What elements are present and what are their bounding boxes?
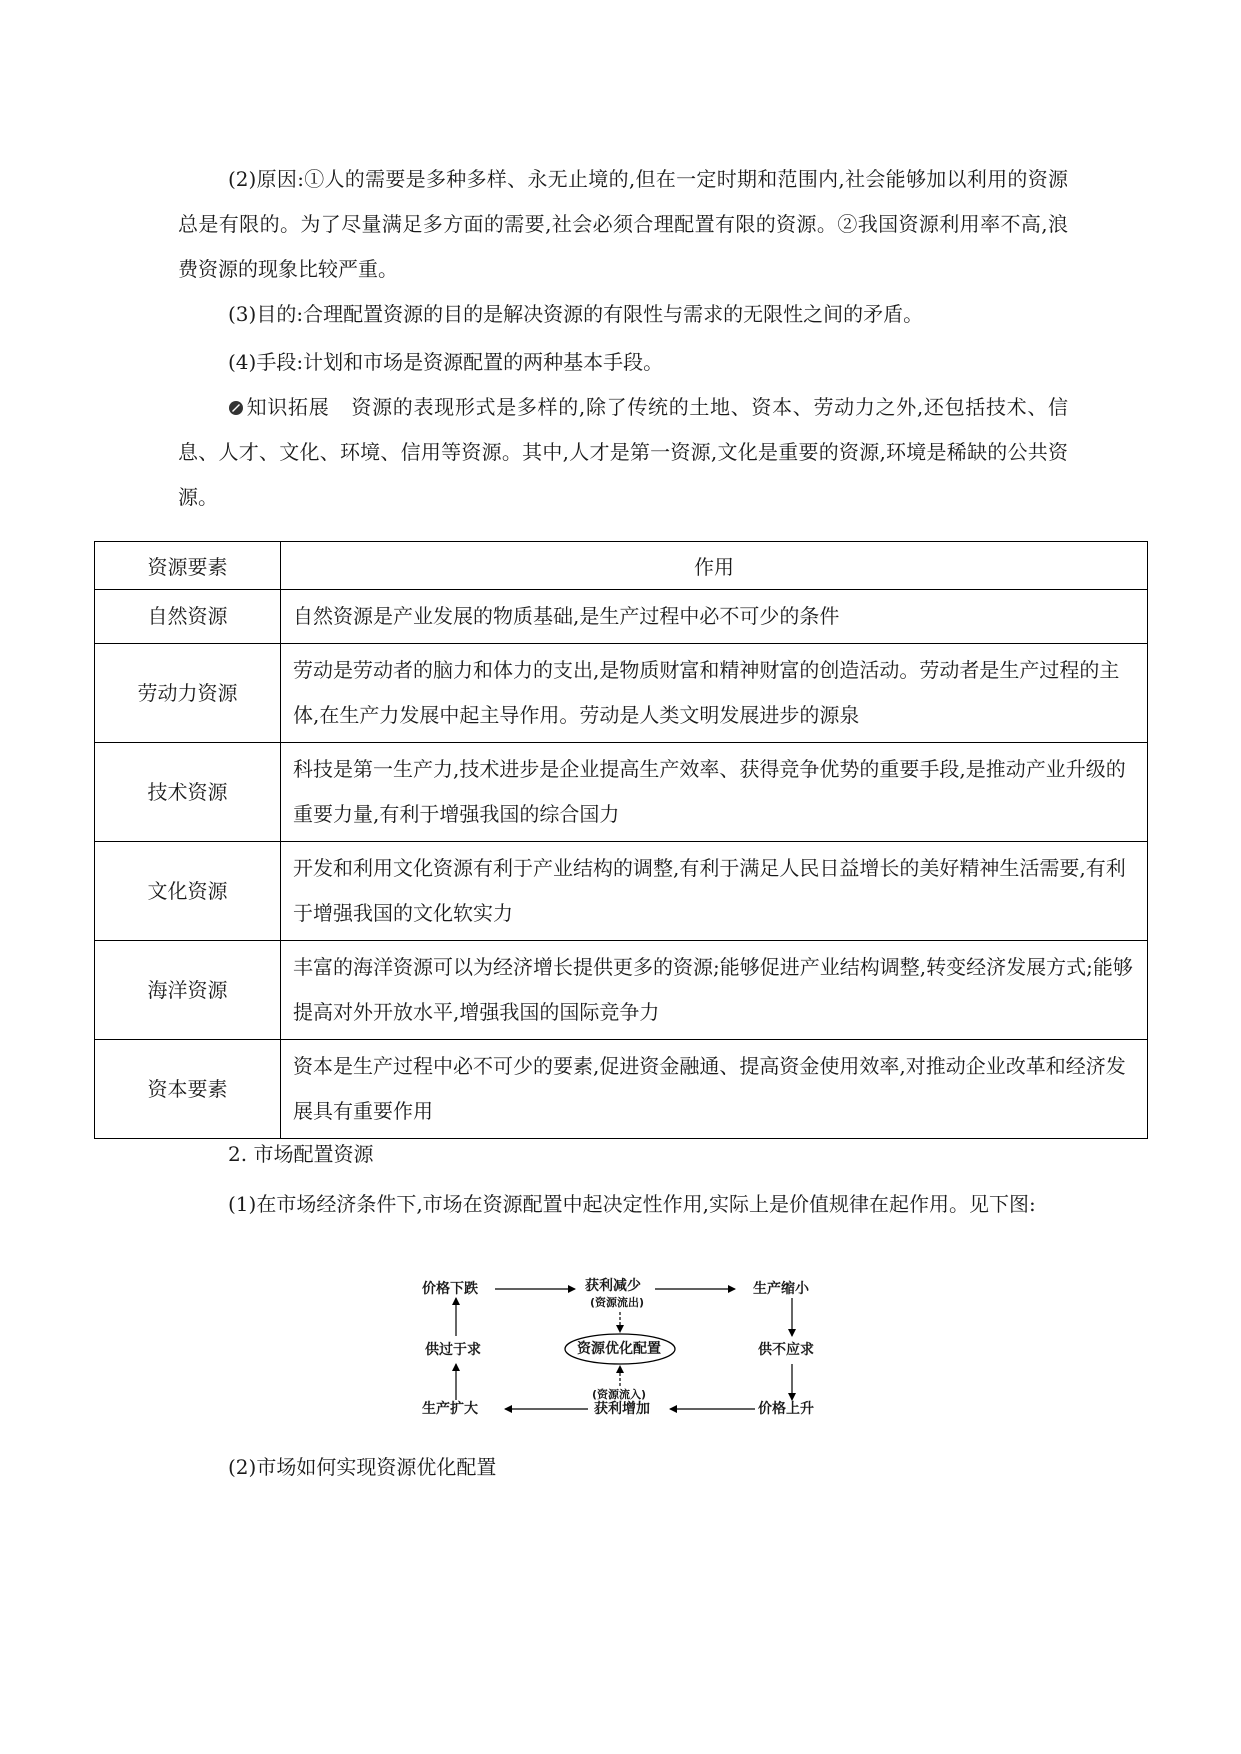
extension-icon xyxy=(228,400,244,416)
table-value-cell: 劳动是劳动者的脑力和体力的支出,是物质财富和精神财富的创造活动。劳动者是生产过程的主体,在生产力发展中起主导作用。劳动是人类文明发展进步的源泉 xyxy=(281,644,1148,743)
table-value-cell: 自然资源是产业发展的物质基础,是生产过程中必不可少的条件 xyxy=(281,590,1148,644)
node-price-down: 价格下跌 xyxy=(422,1281,478,1297)
table-row xyxy=(95,1040,1148,1139)
table-header-row xyxy=(95,542,1148,590)
node-production-expand: 生产扩大 xyxy=(422,1401,478,1417)
node-production-shrink: 生产缩小 xyxy=(753,1281,809,1297)
resource-table xyxy=(94,541,1148,1139)
table-key-cell: 资本要素 xyxy=(95,1040,281,1139)
node-shortage: 供不应求 xyxy=(758,1342,814,1358)
note-resource-outflow: (资源流出) xyxy=(590,1296,645,1309)
table-row xyxy=(95,941,1148,1040)
reason-paragraph: (2)原因:①人的需要是多种多样、永无止境的,但在一定时期和范围内,社会能够加以利用的资源总是有限的。为了尽量满足多方面的需要,社会必须合理配置有限的资源。②我国资源利用率不高,浪费资源的现象比较严重。 xyxy=(178,167,1068,281)
extension-title: 知识拓展 xyxy=(246,395,330,419)
table-value-cell: 开发和利用文化资源有利于产业结构的调整,有利于满足人民日益增长的美好精神生活需要,有利于增强我国的文化软实力 xyxy=(281,842,1148,941)
purpose-paragraph: (3)目的:合理配置资源的目的是解决资源的有限性与需求的无限性之间的矛盾。 xyxy=(228,302,924,326)
table-header-cell: 作用 xyxy=(281,542,1148,590)
table-row xyxy=(95,644,1148,743)
knowledge-extension xyxy=(178,385,1068,520)
market-paragraph: (1)在市场经济条件下,市场在资源配置中起决定性作用,实际上是价值规律在起作用。见下图: xyxy=(228,1192,1036,1216)
table-key-cell: 劳动力资源 xyxy=(95,644,281,743)
table-value-cell: 科技是第一生产力,技术进步是企业提高生产效率、获得竞争优势的重要手段,是推动产业升级的重要力量,有利于增强我国的综合国力 xyxy=(281,743,1148,842)
node-profit-up: 获利增加 xyxy=(594,1401,650,1417)
section-heading: 2. 市场配置资源 xyxy=(228,1142,374,1166)
table-value-cell: 资本是生产过程中必不可少的要素,促进资金融通、提高资金使用效率,对推动企业改革和经济发展具有重要作用 xyxy=(281,1040,1148,1139)
node-resource-optimization: 资源优化配置 xyxy=(577,1341,661,1357)
table-key-cell: 技术资源 xyxy=(95,743,281,842)
means-paragraph: (4)手段:计划和市场是资源配置的两种基本手段。 xyxy=(228,350,664,374)
node-profit-down: 获利减少 xyxy=(585,1278,641,1294)
table-row xyxy=(95,590,1148,644)
note-resource-inflow: (资源流入) xyxy=(592,1388,647,1401)
table-row xyxy=(95,743,1148,842)
how-market-paragraph: (2)市场如何实现资源优化配置 xyxy=(228,1455,497,1479)
table-row xyxy=(95,842,1148,941)
node-price-up: 价格上升 xyxy=(758,1401,814,1417)
table-key-cell: 文化资源 xyxy=(95,842,281,941)
table-header-cell: 资源要素 xyxy=(95,542,281,590)
table-key-cell: 自然资源 xyxy=(95,590,281,644)
extension-body: 资源的表现形式是多样的,除了传统的土地、资本、劳动力之外,还包括技术、信息、人才、文化、环境、信用等资源。其中,人才是第一资源,文化是重要的资源,环境是稀缺的公共资源。 xyxy=(178,395,1069,509)
node-oversupply: 供过于求 xyxy=(425,1342,481,1358)
market-allocation-diagram xyxy=(420,1268,820,1438)
table-value-cell: 丰富的海洋资源可以为经济增长提供更多的资源;能够促进产业结构调整,转变经济发展方式;能够提高对外开放水平,增强我国的国际竞争力 xyxy=(281,941,1148,1040)
table-key-cell: 海洋资源 xyxy=(95,941,281,1040)
